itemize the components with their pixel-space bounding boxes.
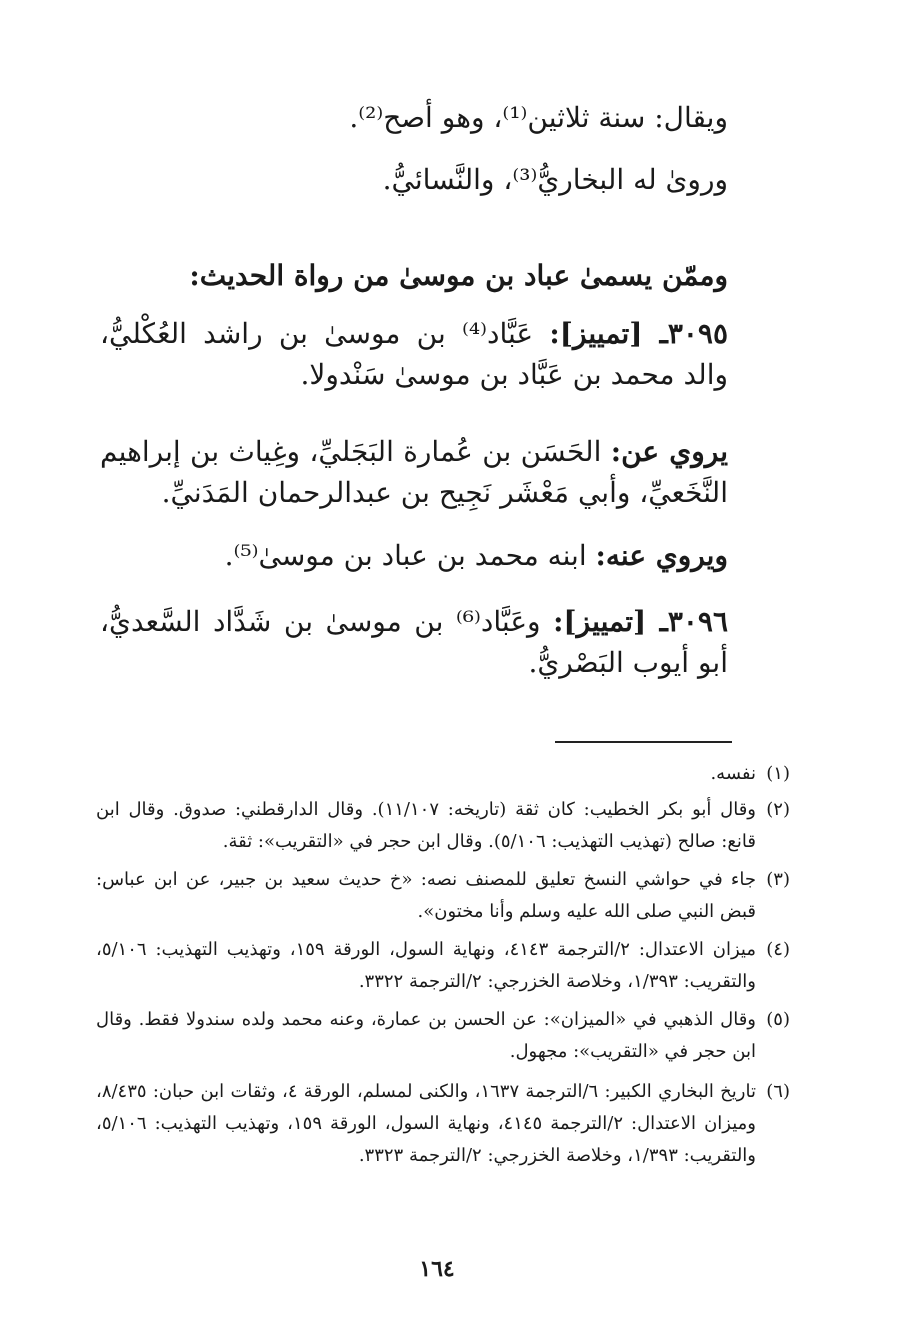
footnote-number: (٥) <box>766 1009 790 1030</box>
section-heading <box>100 256 728 297</box>
entry-3095-number: ٣٠٩٥ـ [تمييز]: <box>549 317 728 350</box>
narrated-by-paragraph <box>100 536 728 577</box>
text-line-narrated-by-bukhari <box>100 160 728 201</box>
footnote-6 <box>96 1076 790 1172</box>
line-thirty-years: ويقال: سنة ثلاثين⁽¹⁾، وهو أصح⁽²⁾. <box>349 101 728 134</box>
footnote-text: نفسه. <box>710 763 756 784</box>
footnote-number: (٣) <box>766 869 790 890</box>
footnote-1 <box>96 758 790 790</box>
narrated-by-label: ويروي عنه: <box>595 539 728 572</box>
entry-3095 <box>100 314 728 395</box>
footnote-text: تاريخ البخاري الكبير: ٦/الترجمة ١٦٣٧، والكنى لمسلم، الورقة ٤، وثقات ابن حبان: ٨/٤٣٥، وميزان الاعتدال: ٢/الترجمة ٤١٤٥، ونهاية السول، الورقة ١٥٩، وتهذيب التهذيب: ٥/١٠٦، والتقريب: ١/٣٩٣، وخلاصة الخزرجي: ٢/الترجمة ٣٣٢٣. <box>96 1081 756 1166</box>
footnote-2 <box>96 794 790 858</box>
footnote-4 <box>96 934 790 998</box>
footnote-separator <box>555 741 732 743</box>
entry-3096-text: وعَبَّاد⁽⁶⁾ بن موسىٰ بن شَدَّاد السَّعديُّ، أبو أيوب البَصْريُّ. <box>100 605 728 679</box>
footnote-text: جاء في حواشي النسخ تعليق للمصنف نصه: «خ حديث سعيد بن جبير، عن ابن عباس: قبض النبي صلى الله عليه وسلم وأنا مختون». <box>96 869 756 922</box>
section-heading-text: وممّن يسمىٰ عباد بن موسىٰ من رواة الحديث: <box>189 259 728 292</box>
footnote-number: (٦) <box>766 1081 790 1102</box>
entry-3096-number: ٣٠٩٦ـ [تمييز]: <box>553 605 728 638</box>
narrates-from-paragraph <box>100 432 728 513</box>
entry-3095-text: عَبَّاد⁽⁴⁾ بن موسىٰ بن راشد العُكْليُّ، والد محمد بن عَبَّاد بن موسىٰ سَنْدولا. <box>100 317 728 391</box>
narrated-by-text: ابنه محمد بن عباد بن موسىٰ⁽⁵⁾. <box>224 539 587 572</box>
line-bukhari-nasai: وروىٰ له البخاريُّ⁽³⁾، والنَّسائيُّ. <box>382 163 728 196</box>
footnote-text: وقال الذهبي في «الميزان»: عن الحسن بن عمارة، وعنه محمد ولده سندولا فقط. وقال ابن حجر في «التقريب»: مجهول. <box>96 1009 756 1062</box>
footnote-number: (١) <box>766 763 790 784</box>
narrates-from-text: الحَسَن بن عُمارة البَجَليِّ، وغِياث بن إبراهيم النَّخَعيِّ، وأبي مَعْشَر نَجِيح بن عبدالرحمان المَدَنيِّ. <box>100 435 728 509</box>
text-line-thirty-years <box>100 98 728 139</box>
footnote-text: ميزان الاعتدال: ٢/الترجمة ٤١٤٣، ونهاية السول، الورقة ١٥٩، وتهذيب التهذيب: ٥/١٠٦، والتقريب: ١/٣٩٣، وخلاصة الخزرجي: ٢/الترجمة ٣٣٢٢. <box>96 939 756 992</box>
page-number: ١٦٤ <box>419 1256 455 1282</box>
narrates-from-label: يروي عن: <box>610 435 728 468</box>
footnote-number: (٢) <box>766 799 790 820</box>
entry-3096 <box>100 602 728 683</box>
footnote-5 <box>96 1004 790 1068</box>
footnote-number: (٤) <box>766 939 790 960</box>
footnote-text: وقال أبو بكر الخطيب: كان ثقة (تاريخه: ١١/١٠٧). وقال الدارقطني: صدوق. وقال ابن قانع: صالح (تهذيب التهذيب: ٥/١٠٦). وقال ابن حجر في «التقريب»: ثقة. <box>96 799 756 852</box>
footnote-3 <box>96 864 790 928</box>
